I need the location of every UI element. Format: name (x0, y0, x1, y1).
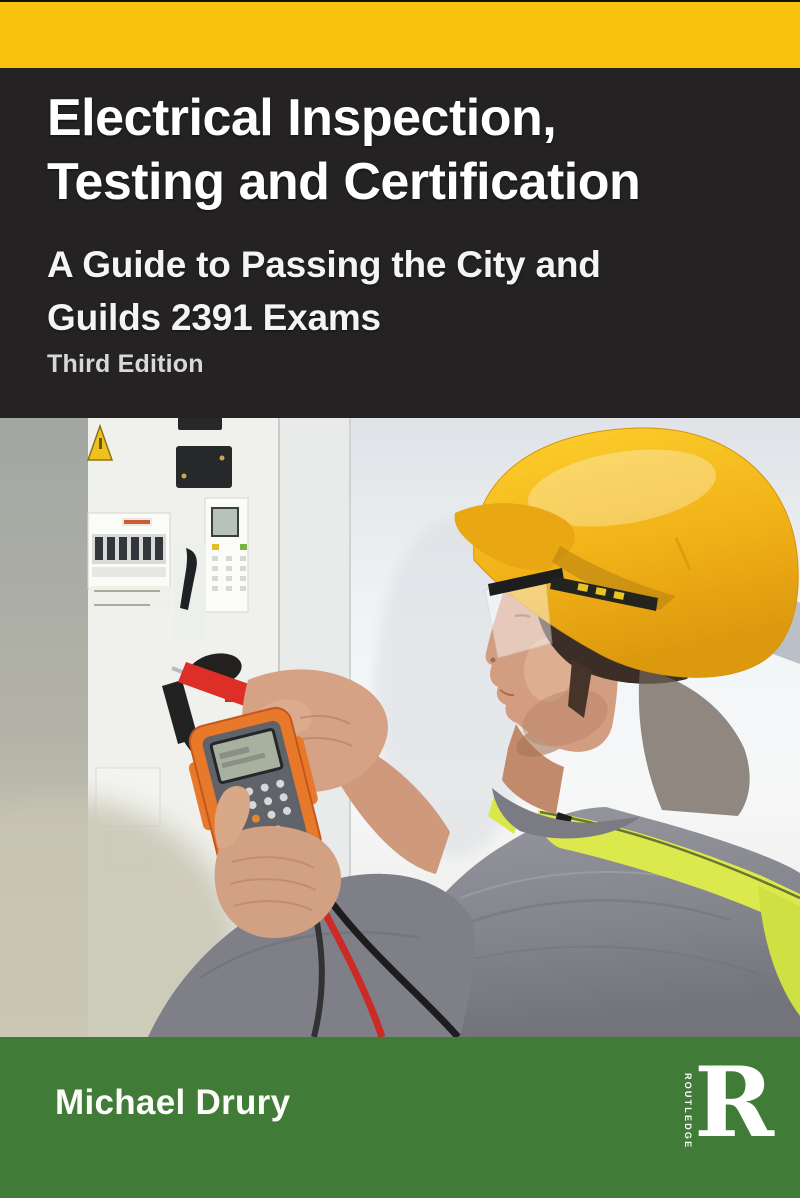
routledge-logo-wordmark: ROUTLEDGE (683, 1073, 694, 1150)
cover-photo (0, 418, 800, 1037)
book-title-line-1: Electrical Inspection, (47, 89, 557, 147)
book-title-line-2: Testing and Certification (47, 153, 641, 211)
book-title (47, 86, 640, 214)
book-subtitle-line-1: A Guide to Passing the City and (47, 244, 601, 285)
junction-plate (176, 446, 232, 488)
footer-band (0, 1037, 800, 1198)
circuit-breakers (88, 513, 170, 611)
yellow-top-bar (0, 2, 800, 68)
routledge-logo (683, 1046, 774, 1159)
book-subtitle (47, 238, 601, 344)
title-band (0, 68, 800, 418)
book-subtitle-line-2: Guilds 2391 Exams (47, 297, 381, 338)
author-name: Michael Drury (55, 1083, 291, 1122)
routledge-logo-monogram: R (694, 1046, 774, 1159)
panel-controller (205, 498, 248, 612)
edition-label: Third Edition (47, 350, 204, 378)
